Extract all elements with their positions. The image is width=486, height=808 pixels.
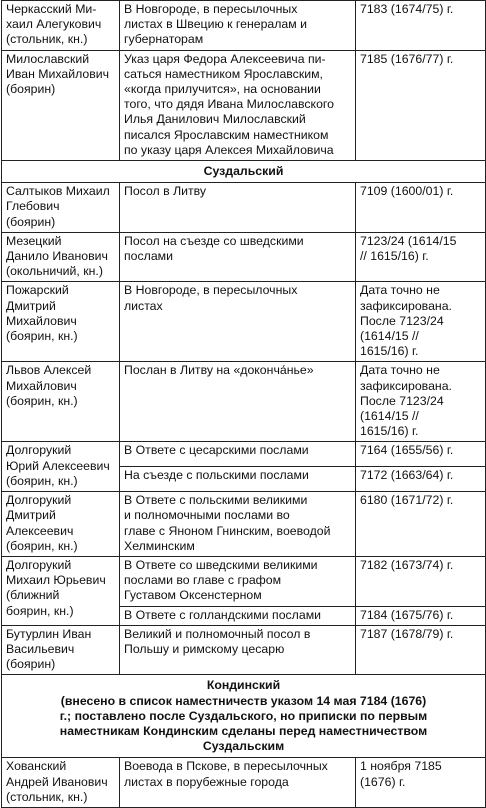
- table-row: [2, 442, 486, 467]
- table-row: [2, 1, 486, 51]
- date-cell: 7172 (1663/64) г.: [356, 467, 486, 492]
- mission-description: В Ответе со шведскими великими послами во главе с графом Густавом Оксенстерном: [120, 556, 356, 606]
- mission-description: Воевода в Пскове, в пересылочных листах в порубежные города: [120, 758, 356, 808]
- mission-description: В Ответе с польскими великими и полномочными послами во главе с Яноном Гнинским, воеводой Хелминским: [120, 492, 356, 557]
- section-title-suzdal: Суздальский: [2, 161, 486, 183]
- person-name: Хованский Андрей Иванович (стольник, кн.): [2, 758, 120, 808]
- date-cell: Дата точно не зафиксирована. После 7123/24 (1614/15 // 1615/16) г.: [356, 282, 486, 362]
- mission-description: В Ответе с цесарскими послами: [120, 442, 356, 467]
- table-row: [2, 556, 486, 606]
- person-name: Бутурлин Иван Васильевич (боярин): [2, 625, 120, 675]
- table-row: [2, 183, 486, 233]
- date-cell: 7164 (1655/56) г.: [356, 442, 486, 467]
- table-row: [2, 625, 486, 675]
- date-cell: 7109 (1600/01) г.: [356, 183, 486, 233]
- person-name: Черкасский Ми- хаил Алегукович (стольник, кн.): [2, 1, 120, 51]
- section-header-row: [2, 161, 486, 183]
- person-name: Милославский Иван Михайлович (боярин): [2, 50, 120, 160]
- table-row: [2, 492, 486, 557]
- date-cell: 7187 (1678/79) г.: [356, 625, 486, 675]
- person-name: Львов Алексей Михайлович (боярин, кн.): [2, 362, 120, 442]
- date-cell: 7182 (1673/74) г.: [356, 556, 486, 606]
- date-cell: Дата точно не зафиксирована. После 7123/24 (1614/15 // 1615/16) г.: [356, 362, 486, 442]
- section-title-kondinsky: Кондинский: [206, 678, 281, 693]
- table-row: [2, 232, 486, 282]
- person-name: Долгорукий Михаил Юрьевич (ближний боярин, кн.): [2, 556, 120, 625]
- mission-description: В Новгороде, в пересылочных листах в Швецию к генералам и губернаторам: [120, 1, 356, 51]
- person-name: Мезецкий Данило Иванович (окольничий, кн.): [2, 232, 120, 282]
- mission-description: Послан в Литву на «доконча́нье»: [120, 362, 356, 442]
- mission-description: На съезде с польскими послами: [120, 467, 356, 492]
- date-cell: 7184 (1675/76) г.: [356, 606, 486, 625]
- mission-description: Посол на съезде со шведскими послами: [120, 232, 356, 282]
- mission-description: В Новгороде, в пересылочных листах: [120, 282, 356, 362]
- person-name: Салтыков Михаил Глебович (боярин): [2, 183, 120, 233]
- person-name: Пожарский Дмитрий Михайлович (боярин, кн.): [2, 282, 120, 362]
- person-name: Долгорукий Дмитрий Алексеевич (боярин, кн.): [2, 492, 120, 557]
- mission-description: Посол в Литву: [120, 183, 356, 233]
- mission-description: В Ответе с голландскими послами: [120, 606, 356, 625]
- section-kondinsky: [2, 675, 486, 758]
- date-cell: 7183 (1674/75) г.: [356, 1, 486, 51]
- table-row: [2, 362, 486, 442]
- mission-description: Указ царя Федора Алексеевича пи- саться наместником Ярославским, «когда прилучится», на основании того, что дядя Ивана Милославского Илья Данилович Милославский писался Ярославским наместником по указу царя Алексея Михайловича: [120, 50, 356, 160]
- date-cell: 7185 (1676/77) г.: [356, 50, 486, 160]
- section-note: (внесено в список наместничеств указом 14 мая 7184 (1676) г.; поставлено после Суздальского, но приписки по первым наместникам Кондинским сделаны перед наместничеством Суздальским: [59, 693, 428, 754]
- date-cell: 6180 (1671/72) г.: [356, 492, 486, 557]
- table-row: [2, 758, 486, 808]
- section-header-row: [2, 675, 486, 758]
- mission-description: Великий и полномочный посол в Польшу и римскому цесарю: [120, 625, 356, 675]
- person-name: Долгорукий Юрий Алексеевич (боярин, кн.): [2, 442, 120, 492]
- table-row: [2, 50, 486, 160]
- table-row: [2, 282, 486, 362]
- namestnik-table: [1, 0, 486, 808]
- date-cell: 7123/24 (1614/15 // 1615/16) г.: [356, 232, 486, 282]
- date-cell: 1 ноября 7185 (1676) г.: [356, 758, 486, 808]
